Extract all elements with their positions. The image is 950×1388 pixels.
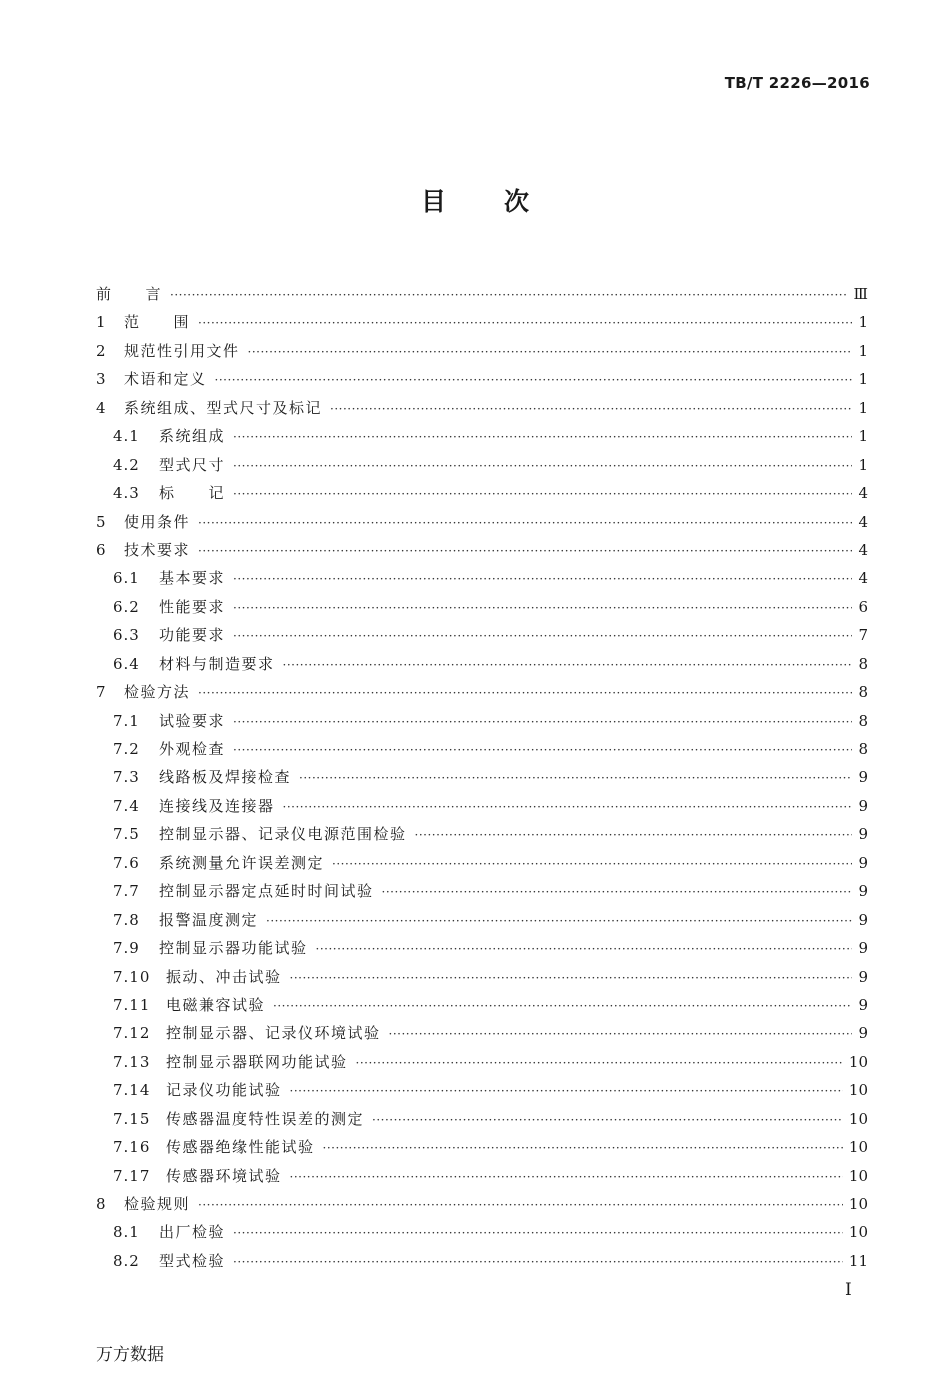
- toc-entry-page: 8: [858, 711, 868, 730]
- toc-leader-dots: [332, 849, 852, 878]
- toc-entry[interactable]: [96, 1247, 868, 1275]
- toc-entry-page: 1: [858, 427, 868, 446]
- toc-entry[interactable]: [96, 621, 868, 649]
- toc-entry-page: 8: [858, 654, 868, 673]
- toc-entry-page: 9: [858, 853, 868, 872]
- toc-entry-number: 8: [96, 1195, 107, 1213]
- toc-entry-page: 10: [848, 1138, 868, 1157]
- toc-entry-page: 9: [858, 768, 868, 787]
- toc-leader-dots: [316, 934, 852, 963]
- toc-entry-number: 7.15: [113, 1109, 151, 1128]
- toc-entry[interactable]: [96, 536, 868, 564]
- toc-entry-number: 8.2: [113, 1251, 140, 1270]
- toc-leader-dots: [382, 877, 852, 906]
- toc-entry-number: 7.13: [113, 1052, 151, 1071]
- toc-entry[interactable]: [96, 963, 868, 991]
- toc-entry[interactable]: [96, 678, 868, 706]
- toc-entry-number: 7.6: [113, 853, 140, 872]
- toc-entry-title: 功能要求: [159, 626, 226, 645]
- toc-entry-page: 10: [848, 1081, 868, 1100]
- toc-entry[interactable]: [96, 877, 868, 905]
- toc-leader-dots: [233, 479, 852, 508]
- toc-entry-number: 3: [96, 370, 107, 389]
- toc-leader-dots: [356, 1048, 843, 1077]
- toc-entry[interactable]: [96, 792, 868, 820]
- toc-leader-dots: [290, 963, 852, 992]
- toc-leader-dots: [415, 820, 852, 849]
- toc-leader-dots: [233, 593, 852, 622]
- toc-leader-dots: [372, 1105, 843, 1134]
- toc-entry[interactable]: [96, 593, 868, 621]
- toc-entry-number: 7.9: [113, 939, 140, 958]
- toc-entry-title: 出厂检验: [159, 1223, 226, 1242]
- toc-entry-number: 2: [96, 341, 107, 360]
- toc-entry-number: 7.7: [113, 882, 140, 901]
- toc-leader-dots: [266, 906, 852, 935]
- toc-entry-number: 4.2: [113, 455, 140, 474]
- toc-leader-dots: [283, 792, 852, 821]
- toc-entry[interactable]: [96, 707, 868, 735]
- toc-leader-dots: [198, 508, 852, 537]
- toc-entry-page: 4: [858, 484, 868, 503]
- toc-leader-dots: [233, 451, 852, 480]
- toc-entry-number: 7.4: [113, 796, 140, 815]
- toc-entry-title: 线路板及焊接检查: [159, 768, 292, 787]
- toc-entry[interactable]: [96, 508, 868, 536]
- toc-entry-number: 7.14: [113, 1081, 151, 1100]
- toc-entry-page: 8: [858, 683, 868, 702]
- toc-entry-title: 控制显示器、记录仪环境试验: [166, 1024, 381, 1043]
- toc-entry-page: 1: [858, 455, 868, 474]
- toc-entry-page: 9: [858, 910, 868, 929]
- toc-entry-title: 控制显示器功能试验: [159, 939, 308, 958]
- toc-entry-page: 8: [858, 740, 868, 758]
- toc-entry-page: 9: [858, 1024, 868, 1043]
- page-title: [0, 182, 950, 218]
- toc-leader-dots: [170, 280, 848, 309]
- toc-entry-page: 1: [858, 370, 868, 389]
- toc-entry[interactable]: [96, 1190, 868, 1218]
- toc-leader-dots: [233, 1247, 843, 1276]
- toc-entry[interactable]: [96, 1048, 868, 1076]
- toc-entry-number: 7.1: [113, 711, 140, 730]
- standard-code: TB/T 2226—2016: [724, 74, 870, 92]
- toc-leader-dots: [290, 1162, 843, 1191]
- toc-entry-page: 7: [858, 626, 868, 645]
- toc-entry-number: 7.12: [113, 1024, 151, 1043]
- toc-entry-page: 11: [848, 1251, 868, 1270]
- toc-leader-dots: [233, 1218, 843, 1247]
- toc-leader-dots: [198, 1190, 843, 1219]
- source-footer: 万方数据: [96, 1345, 164, 1365]
- toc-entry-number: 7: [96, 683, 107, 702]
- toc-entry-title: 传感器环境试验: [166, 1166, 282, 1185]
- toc-entry-title: 系统组成: [159, 427, 226, 446]
- toc-entry[interactable]: [96, 1162, 868, 1190]
- toc-entry[interactable]: [96, 763, 868, 791]
- toc-entry[interactable]: [96, 650, 868, 678]
- toc-leader-dots: [323, 1133, 843, 1162]
- toc-entry-title: 系统测量允许误差测定: [159, 853, 325, 872]
- toc-entry-title: 规范性引用文件: [124, 341, 240, 360]
- toc-entry[interactable]: [96, 1076, 868, 1104]
- toc-entry-title: 技术要求: [124, 540, 191, 559]
- toc-entry[interactable]: [96, 849, 868, 877]
- toc-entry-number: 6: [96, 540, 107, 559]
- toc-entry-title: 范 围: [124, 313, 191, 332]
- toc-entry-title: 连接线及连接器: [159, 796, 275, 815]
- toc-entry-title: 控制显示器联网功能试验: [166, 1052, 348, 1071]
- toc-leader-dots: [233, 735, 852, 764]
- toc-entry-page: 4: [858, 512, 868, 531]
- toc-entry-title: 型式尺寸: [159, 455, 226, 474]
- toc-entry-title: 前 言: [96, 285, 163, 303]
- toc-leader-dots: [330, 394, 852, 423]
- toc-entry-number: 6.3: [113, 626, 140, 645]
- toc-leader-dots: [283, 650, 852, 679]
- toc-entry-title: 术语和定义: [124, 370, 207, 389]
- toc-entry[interactable]: [96, 280, 868, 308]
- toc-entry[interactable]: [96, 422, 868, 450]
- toc-entry-page: 4: [858, 569, 868, 588]
- toc-leader-dots: [248, 337, 852, 366]
- toc-entry-number: 7.17: [113, 1166, 151, 1185]
- toc-entry-page: 9: [858, 939, 868, 958]
- toc-entry[interactable]: [96, 1218, 868, 1246]
- toc-entry-page: 9: [858, 995, 868, 1014]
- toc-entry-number: 7.11: [113, 995, 151, 1014]
- toc-entry-title: 记录仪功能试验: [166, 1081, 282, 1100]
- toc-entry-number: 6.1: [113, 569, 140, 588]
- toc-entry-page: 9: [858, 882, 868, 901]
- table-of-contents: [96, 280, 868, 1275]
- toc-entry-page: 9: [858, 796, 868, 815]
- toc-entry[interactable]: [96, 308, 868, 336]
- page-number: I: [845, 1280, 852, 1300]
- toc-entry-page: 10: [848, 1195, 868, 1213]
- toc-entry-page: 10: [848, 1109, 868, 1128]
- toc-entry[interactable]: [96, 479, 868, 507]
- toc-entry-number: 6.4: [113, 654, 140, 673]
- toc-entry-number: 7.16: [113, 1138, 151, 1157]
- title-char-1: 目: [420, 187, 446, 216]
- toc-entry-title: 外观检查: [159, 740, 226, 758]
- toc-entry-number: 7.8: [113, 910, 140, 929]
- toc-entry-number: 8.1: [113, 1223, 140, 1242]
- toc-leader-dots: [215, 365, 852, 394]
- toc-entry-number: 4: [96, 398, 107, 417]
- toc-entry-page: Ⅲ: [853, 285, 868, 303]
- toc-entry-title: 使用条件: [124, 512, 191, 531]
- toc-entry-title: 控制显示器定点延时时间试验: [159, 882, 374, 901]
- toc-entry[interactable]: [96, 1133, 868, 1161]
- toc-entry-title: 基本要求: [159, 569, 226, 588]
- toc-entry[interactable]: [96, 934, 868, 962]
- toc-entry[interactable]: [96, 451, 868, 479]
- toc-leader-dots: [233, 707, 852, 736]
- toc-leader-dots: [299, 763, 852, 792]
- toc-entry-number: 4.1: [113, 427, 140, 446]
- toc-entry-number: 5: [96, 512, 107, 531]
- toc-entry-title: 报警温度测定: [159, 910, 259, 929]
- title-char-2: 次: [504, 187, 530, 216]
- toc-entry[interactable]: [96, 906, 868, 934]
- toc-entry-number: 4.3: [113, 484, 140, 503]
- toc-entry-title: 试验要求: [159, 711, 226, 730]
- toc-entry-title: 电磁兼容试验: [166, 995, 266, 1014]
- toc-leader-dots: [389, 1019, 852, 1048]
- toc-entry[interactable]: [96, 820, 868, 848]
- toc-entry-title: 传感器绝缘性能试验: [166, 1138, 315, 1157]
- toc-entry-title: 传感器温度特性误差的测定: [166, 1109, 365, 1128]
- toc-leader-dots: [273, 991, 852, 1020]
- toc-entry-page: 9: [858, 825, 868, 844]
- toc-entry-number: 7.5: [113, 825, 140, 844]
- toc-entry-number: 7.10: [113, 967, 151, 986]
- toc-entry-page: 9: [858, 967, 868, 986]
- toc-leader-dots: [198, 536, 852, 565]
- toc-entry-page: 6: [858, 597, 868, 616]
- toc-entry-title: 控制显示器、记录仪电源范围检验: [159, 825, 407, 844]
- toc-entry[interactable]: [96, 735, 868, 763]
- toc-entry-page: 1: [858, 313, 868, 332]
- toc-entry-title: 性能要求: [159, 597, 226, 616]
- toc-entry[interactable]: [96, 394, 868, 422]
- toc-entry-title: 振动、冲击试验: [166, 967, 282, 986]
- toc-leader-dots: [198, 678, 852, 707]
- toc-leader-dots: [233, 621, 852, 650]
- toc-entry-title: 标 记: [159, 484, 226, 503]
- toc-leader-dots: [290, 1076, 843, 1105]
- toc-entry-title: 材料与制造要求: [159, 654, 275, 673]
- toc-entry-title: 检验规则: [124, 1195, 191, 1213]
- toc-entry[interactable]: [96, 337, 868, 365]
- toc-entry-title: 型式检验: [159, 1251, 226, 1270]
- toc-entry[interactable]: [96, 1105, 868, 1133]
- toc-entry-page: 4: [858, 540, 868, 559]
- toc-entry-page: 10: [848, 1166, 868, 1185]
- toc-leader-dots: [233, 564, 852, 593]
- toc-entry-title: 系统组成、型式尺寸及标记: [124, 398, 323, 417]
- toc-entry-number: 7.2: [113, 740, 140, 758]
- toc-entry-page: 1: [858, 398, 868, 417]
- toc-entry-number: 6.2: [113, 597, 140, 616]
- toc-entry-number: 7.3: [113, 768, 140, 787]
- toc-entry[interactable]: [96, 564, 868, 592]
- toc-entry[interactable]: [96, 1019, 868, 1047]
- toc-leader-dots: [198, 308, 852, 337]
- toc-entry-page: 1: [858, 341, 868, 360]
- toc-leader-dots: [233, 422, 852, 451]
- toc-entry[interactable]: [96, 991, 868, 1019]
- toc-entry[interactable]: [96, 365, 868, 393]
- toc-entry-title: 检验方法: [124, 683, 191, 702]
- toc-entry-page: 10: [848, 1223, 868, 1242]
- toc-entry-page: 10: [848, 1052, 868, 1071]
- toc-entry-number: 1: [96, 313, 107, 332]
